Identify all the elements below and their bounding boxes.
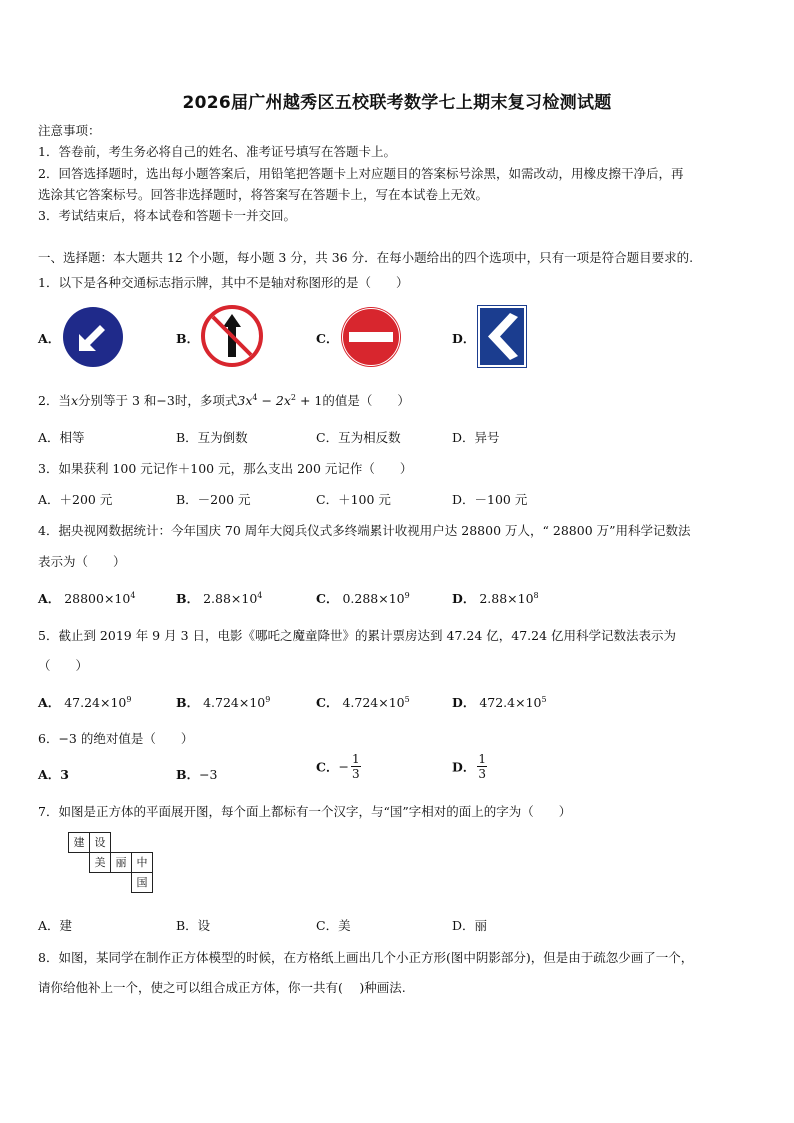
q2-exp4: 4 [252, 393, 258, 402]
q1-option-d-label: D． [452, 331, 476, 346]
q7-option-a: A．建 [38, 918, 73, 933]
q2-poly-a: 3x [237, 393, 253, 408]
question-3-stem: 3．如果获利 100 元记作＋100 元，那么支出 200 元记作（ ） [38, 461, 413, 476]
notice-heading: 注意事项： [38, 123, 101, 138]
q3-option-d: D．－100 元 [452, 492, 528, 507]
q3-option-c: C．＋100 元 [316, 492, 391, 507]
q2-mid: 分别等于 3 和 [78, 393, 157, 408]
q6-option-a: A．3 [38, 767, 69, 782]
notice-item-3: 3．考试结束后，将本试卷和答题卡一并交回。 [38, 208, 296, 223]
q5-option-a: A． $47.24\times 10^9$ [38, 695, 132, 710]
q2-option-d: D．异号 [452, 430, 500, 445]
question-8-line-1: 8．如图，某同学在制作正方体模型的时候，在方格纸上画出几个小正方形(图中阴影部分)，但是由于疏忽少画了一个， [38, 950, 694, 965]
cube-net-cell-6: 国 [131, 872, 153, 893]
question-5-line-1: 5．截止到 2019 年 9 月 3 日，电影《哪吒之魔童降世》的累计票房达到 47.24 亿，47.24 亿用科学记数法表示为 [38, 628, 677, 643]
q3-option-b: B．－200 元 [176, 492, 251, 507]
no-entry-sign-icon [340, 306, 402, 371]
notice-item-2-cont: 选涂其它答案标号。回答非选择题时，将答案写在答题卡上，写在本试卷上无效。 [38, 187, 489, 202]
q2-poly-c: + 1 [296, 393, 323, 408]
question-4-line-1: 4．据央视网数据统计：今年国庆 70 周年大阅兵仪式多终端累计收视用户达 28800 万人，“ 28800 万”用科学记数法 [38, 523, 691, 538]
q2-neg3: −3 [156, 393, 175, 408]
q6-d-fraction: $\frac{1}{3}$ [478, 752, 486, 781]
q2-option-b: B．互为倒数 [176, 430, 248, 445]
question-1-stem: 1．以下是各种交通标志指示牌，其中不是轴对称图形的是（ ） [38, 275, 409, 290]
q4-option-b: B． $2.88\times 10^4$ [176, 591, 263, 606]
q2-post: 的值是（ ） [322, 393, 410, 408]
q7-option-d: D．丽 [452, 918, 488, 933]
q2-pre: 2．当 [38, 393, 71, 408]
question-2-stem [38, 391, 410, 409]
cube-net-cell-4: 丽 [110, 852, 132, 873]
cube-net-diagram [68, 832, 168, 902]
question-7-stem: 7．如图是正方体的平面展开图，每个面上都标有一个汉字，与“国”字相对的面上的字为（ ） [38, 804, 572, 819]
question-6-stem: 6．−3 的绝对值是（ ） [38, 731, 194, 746]
section-heading: 一、选择题：本大题共 12 个小题，每小题 3 分，共 36 分．在每小题给出的四个选项中，只有一项是符合题目要求的. [38, 250, 694, 265]
page-title: 2026届广州越秀区五校联考数学七上期末复习检测试题 [182, 93, 612, 113]
question-4-line-2: 表示为（ ） [38, 554, 126, 569]
q2-exp2: 2 [290, 393, 297, 402]
q2-option-a: A．相等 [38, 430, 85, 445]
q6-option-b: B．−3 [176, 767, 218, 782]
notice-item-1: 1．答卷前，考生务必将自己的姓名、准考证号填写在答题卡上。 [38, 144, 396, 159]
cube-net-cell-1: 建 [68, 832, 90, 853]
cube-net-cell-2: 设 [89, 832, 111, 853]
q5-option-c: C． $4.724\times 10^5$ [316, 695, 410, 710]
q7-option-c: C．美 [316, 918, 351, 933]
q2-option-c: C．互为相反数 [316, 430, 401, 445]
question-5-line-2: （ ） [38, 658, 89, 673]
q4-option-d: D． $2.88\times 10^8$ [452, 591, 539, 606]
no-straight-sign-icon [201, 305, 263, 370]
q6-c-fraction: $\frac{1}{3}$ [351, 752, 360, 781]
cube-net-cell-5: 中 [131, 852, 153, 873]
notice-item-2: 2．回答选择题时，选出每小题答案后，用铅笔把答题卡上对应题目的答案标号涂黑，如需改动，用橡皮擦干净后，再 [38, 166, 684, 181]
cube-net-cell-3: 美 [89, 852, 111, 873]
q4-option-c: C． $0.288\times 10^9$ [316, 591, 410, 606]
chevron-left-sign-icon [477, 305, 527, 371]
q5-option-d: D． $472.4\times 10^5$ [452, 695, 547, 710]
q4-option-a: A． $28800\times 10^4$ [38, 591, 136, 606]
q2-mid2: 时，多项式 [174, 393, 238, 408]
q6-option-d: D． $\frac{1}{3}$ [452, 752, 486, 781]
q3-option-a: A．＋200 元 [38, 492, 113, 507]
question-8-line-2: 请你给他补上一个，使之可以组合成正方体，你一共有( )种画法. [38, 980, 406, 995]
q1-option-c-label: C． [316, 331, 339, 346]
q2-poly-b: − 2x [257, 393, 291, 408]
q1-option-b-label: B． [176, 331, 200, 346]
sign-blue-arrow-icon [62, 306, 124, 371]
q7-option-b: B．设 [176, 918, 211, 933]
q1-option-a-label: A． [38, 331, 61, 346]
q6-option-c: C．− $\frac{1}{3}$ [316, 752, 360, 781]
q2-var: x [70, 393, 79, 408]
q5-option-b: B． $4.724\times 10^9$ [176, 695, 271, 710]
